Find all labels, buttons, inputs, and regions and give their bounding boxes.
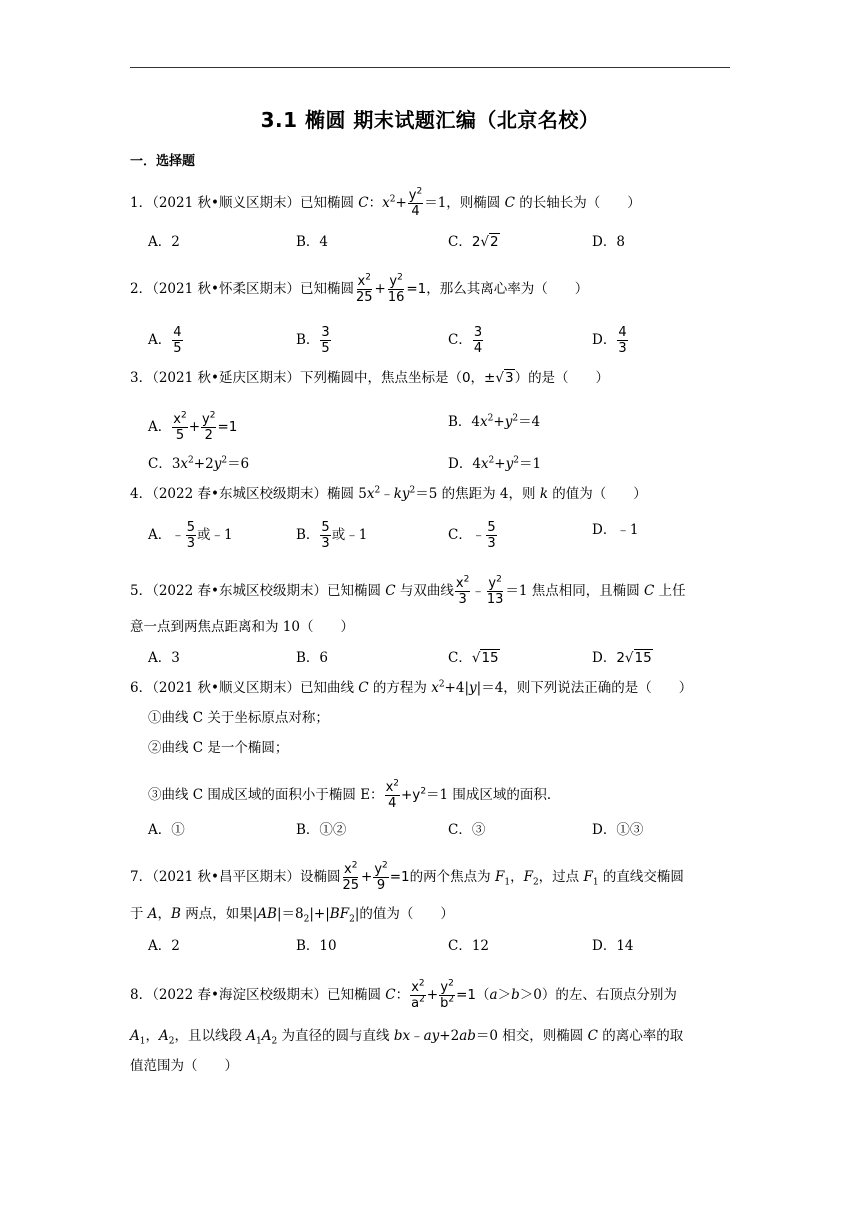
q5-option-d[interactable]: D．2√15 — [592, 650, 652, 666]
q1-option-a[interactable]: A．2 — [148, 234, 180, 250]
q6-option-b[interactable]: B．①② — [296, 822, 347, 838]
q3-option-c[interactable]: C．$3x^2+2y^2=6$ — [148, 455, 250, 472]
q1-option-d[interactable]: D．8 — [592, 234, 625, 250]
header-rule — [130, 67, 730, 68]
question-5-stem-2: 意一点到两焦点距离和为 10（ ） — [130, 619, 354, 635]
question-8-stem: 8．（2022 春•海淀区校级期末）已知椭圆 C： $\frac{x^2}{a^2}$ + $\frac{y^2}{b^2}$ =1（a＞b＞0）的左、右顶点分别为 — [130, 978, 677, 1011]
q5-option-c[interactable]: C．√15 — [448, 650, 499, 666]
q4-option-a[interactable]: A．﹣ $\frac{5}{3}$ 或﹣1 — [148, 520, 233, 551]
q3-option-b[interactable]: B．$4x^2+y^2=4$ — [448, 413, 541, 430]
q3-option-d[interactable]: D．$4x^2+y^2=1$ — [448, 455, 542, 472]
question-8-stem-2: $A_1$，$A_2$，且以线段 $A_1A_2$ 为直径的圆与直线 bx﹣ay+2ab＝0 相交，则椭圆 C 的离心率的取 — [130, 1028, 684, 1047]
q5-option-a[interactable]: A．3 — [148, 650, 180, 666]
q2-option-b[interactable]: B． $\frac{3}{5}$ — [296, 325, 330, 356]
page-title: 3.1 椭圆 期末试题汇编（北京名校） — [260, 108, 600, 132]
q7-option-c[interactable]: C．12 — [448, 938, 490, 954]
question-3-stem: 3．（2021 秋•延庆区期末）下列椭圆中，焦点坐标是（0，±√3）的是（ ） — [130, 370, 610, 386]
q5-option-b[interactable]: B．6 — [296, 650, 329, 666]
q1-text-c: 的长轴长为（ ） — [514, 195, 641, 211]
q7-option-a[interactable]: A．2 — [148, 938, 180, 954]
question-8-stem-3: 值范围为（ ） — [130, 1058, 238, 1074]
section-heading: 一．选择题 — [130, 154, 196, 169]
question-6-stem: 6．（2021 秋•顺义区期末）已知曲线 C 的方程为 $x^2+4|y|=4$，则下列说法正确的是（ ） — [130, 679, 693, 696]
q7-option-d[interactable]: D．14 — [592, 938, 634, 954]
q3-option-a[interactable]: A． $\frac{x^2}{5}$ + $\frac{y^2}{2}$ =1 — [148, 410, 238, 443]
q4-option-b[interactable]: B． $\frac{5}{3}$ 或﹣1 — [296, 520, 368, 551]
q2-option-a[interactable]: A． $\frac{4}{5}$ — [148, 325, 182, 356]
q1-option-b[interactable]: B．4 — [296, 234, 329, 250]
q6-option-a[interactable]: A．① — [148, 822, 185, 838]
q6-statement-1: ①曲线 C 关于坐标原点对称； — [148, 710, 329, 726]
q1-text-b: ，则椭圆 — [446, 195, 505, 211]
question-7-stem: 7．（2021 秋•昌平区期末）设椭圆 $\frac{x^2}{25}$ + $\frac{y^2}{9}$ =1的两个焦点为 $F_1$，$F_2$，过点 $F_1$ 的直线交椭圆 — [130, 860, 684, 893]
question-1-stem: 1．（2021 秋•顺义区期末）已知椭圆 C：$x^2+$ $\frac{y^2}{4}$ ＝1，则椭圆 C 的长轴长为（ ） — [130, 186, 641, 219]
q1-fraction: $\frac{y^2}{4}$ — [408, 186, 423, 219]
question-7-stem-2: 于 A，B 两点，如果$|AB|=8_2|+|BF_2|$的值为（ ） — [130, 906, 454, 925]
q1-option-c[interactable]: C．2√2 — [448, 234, 499, 250]
q2-option-c[interactable]: C． $\frac{3}{4}$ — [448, 325, 483, 356]
question-4-stem: 4．（2022 春•东城区校级期末）椭圆 $5x^2﹣ky^2=5$ 的焦距为 4，则 k 的值为（ ） — [130, 485, 647, 502]
q6-statement-3: ③曲线 C 围成区域的面积小于椭圆 E： $\frac{x^2}{4}$ $+y^2=1$ 围成区域的面积． — [148, 778, 561, 811]
q6-option-c[interactable]: C．③ — [448, 822, 486, 838]
question-5-stem: 5．（2022 春•东城区校级期末）已知椭圆 C 与双曲线 $\frac{x^2}{3}$ ﹣ $\frac{y^2}{13}$ ＝1 焦点相同，且椭圆 C 上任 — [130, 574, 686, 607]
q4-option-d[interactable]: D．﹣1 — [592, 522, 639, 538]
q6-statement-2: ②曲线 C 是一个椭圆； — [148, 740, 289, 756]
question-2-stem: 2．（2021 秋•怀柔区期末）已知椭圆 $\frac{x^2}{25}$ + $\frac{y^2}{16}$ =1，那么其离心率为（ ） — [130, 272, 589, 305]
q1-text-a: 1．（2021 秋•顺义区期末）已知椭圆 — [130, 195, 359, 211]
q2-option-d[interactable]: D． $\frac{4}{3}$ — [592, 325, 627, 356]
q4-option-c[interactable]: C．﹣ $\frac{5}{3}$ — [448, 520, 496, 551]
q6-option-d[interactable]: D．①③ — [592, 822, 644, 838]
q7-option-b[interactable]: B．10 — [296, 938, 337, 954]
